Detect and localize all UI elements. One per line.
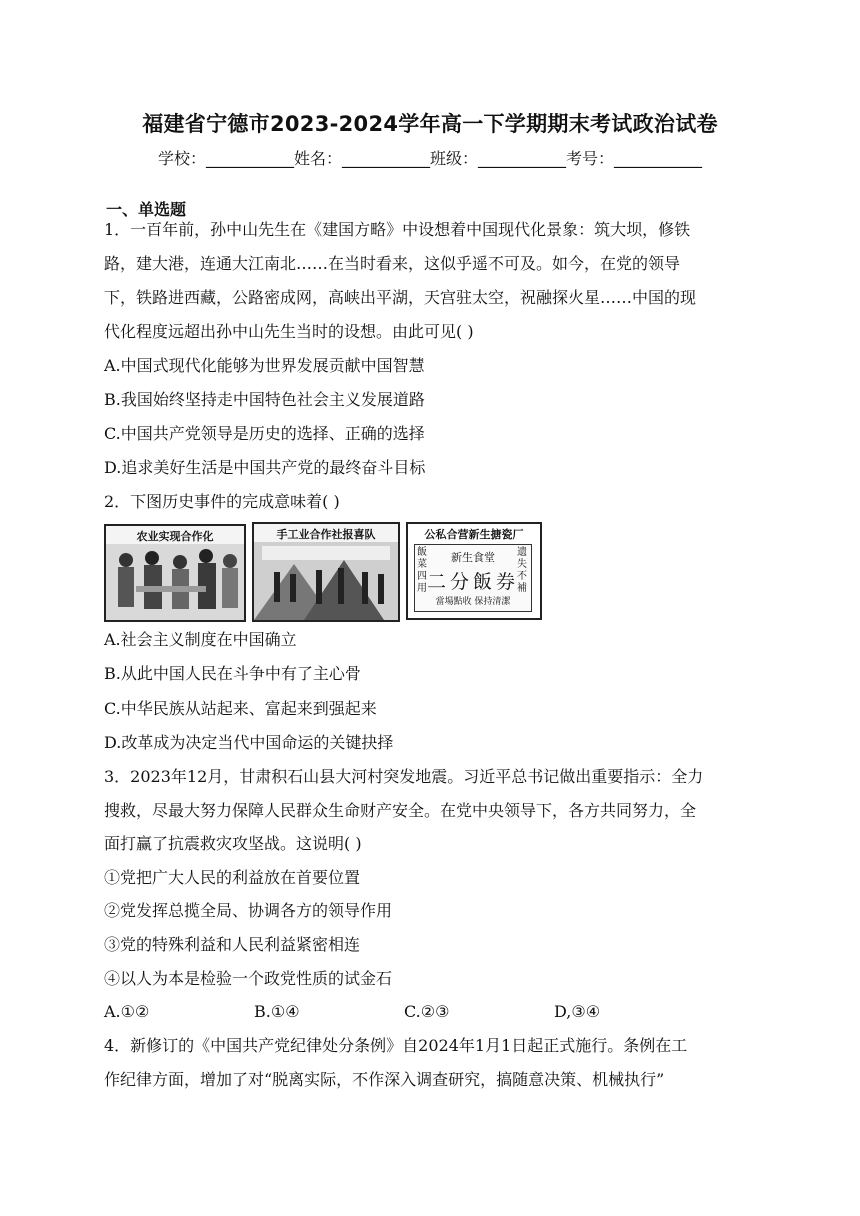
ticket-left-text: 飯菜四用 <box>417 547 427 594</box>
ticket-right-text: 遗失不補 <box>517 547 527 594</box>
q4-stem-line: 作纪律方面，增加了对“脱离实际，不作深入调查研究，搞随意决策、机械执行” <box>104 1070 665 1089</box>
photo-caption: 农业实现合作化 <box>136 530 214 543</box>
q1-option-c: C.中国共产党领导是历史的选择、正确的选择 <box>104 424 425 443</box>
q3-choice-b: B.①④ <box>254 1002 300 1021</box>
section-title: 一、单选题 <box>106 200 187 219</box>
q3-stem-line: 3．2023年12月，甘肃积石山县大河村突发地震。习近平总书记做出重要指示：全力 <box>104 767 704 786</box>
q1-option-b: B.我国始终坚持走中国特色社会主义发展道路 <box>104 390 425 409</box>
q1-option-d: D.追求美好生活是中国共产党的最终奋斗目标 <box>104 458 426 477</box>
q3-stem-line: 面打赢了抗震救灾攻坚战。这说明( ) <box>104 834 362 853</box>
q1-stem-line: 代化程度远超出孙中山先生当时的设想。由此可见( ) <box>104 322 474 341</box>
q2-option-d: D.改革成为决定当代中国命运的关键抉择 <box>104 733 394 752</box>
q4-stem-line: 4．新修订的《中国共产党纪律处分条例》自2024年1月1日起正式施行。条例在工 <box>104 1036 688 1055</box>
q3-choice-d: D,③④ <box>554 1002 601 1021</box>
photo-caption: 手工业合作社报喜队 <box>276 528 376 541</box>
parade-photo-icon <box>254 524 398 620</box>
q3-statement-2: ②党发挥总揽全局、协调各方的领导作用 <box>104 901 393 920</box>
q2-option-c: C.中华民族从站起来、富起来到强起来 <box>104 699 377 718</box>
q2-option-a: A.社会主义制度在中国确立 <box>104 630 297 649</box>
exam-title: 福建省宁德市2023-2024学年高一下学期期末考试政治试卷 <box>142 112 718 136</box>
handicraft-cooperative-photo <box>252 522 400 622</box>
q3-statement-3: ③党的特殊利益和人民利益紧密相连 <box>104 935 361 954</box>
ticket-bottom-text: 當場點收 保持清潔 <box>435 597 511 607</box>
ticket-main-text: 二分飯券 <box>426 571 519 593</box>
q1-stem-line: 路，建大港，连通大江南北……在当时看来，这似乎遥不可及。如今，在党的领导 <box>104 254 681 273</box>
q2-option-b: B.从此中国人民在斗争中有了主心骨 <box>104 664 361 683</box>
agriculture-cooperative-photo <box>104 524 246 622</box>
q2-stem-line: 2．下图历史事件的完成意味着( ) <box>104 492 340 511</box>
meal-ticket <box>414 544 532 612</box>
q1-option-a: A.中国式现代化能够为世界发展贡献中国智慧 <box>104 356 425 375</box>
q3-choice-c: C.②③ <box>404 1002 450 1021</box>
q3-stem-line: 搜救，尽最大努力保障人民群众生命财产安全。在党中央领导下，各方共同努力，全 <box>104 801 697 820</box>
photo-caption: 公私合营新生搪瓷厂 <box>424 528 524 541</box>
q1-stem-line: 下，铁路进西藏，公路密成网，高峡出平湖，天宫驻太空，祝融探火星……中国的现 <box>104 288 697 307</box>
q3-choice-row <box>104 1000 744 1024</box>
q1-stem-line: 1．一百年前，孙中山先生在《建国方略》中设想着中国现代化景象：筑大坝，修铁 <box>104 220 691 239</box>
q3-statement-4: ④以人为本是检验一个政党性质的试金石 <box>104 969 393 988</box>
student-info-line: 学校：___________姓名：___________班级：___________考号：___________ <box>157 149 702 168</box>
q3-choice-a: A.①② <box>104 1002 150 1021</box>
ticket-title: 新生食堂 <box>451 551 495 564</box>
q3-statement-1: ①党把广大人民的利益放在首要位置 <box>104 868 361 887</box>
public-private-ticket-photo <box>406 522 542 620</box>
people-photo-icon <box>106 526 244 620</box>
